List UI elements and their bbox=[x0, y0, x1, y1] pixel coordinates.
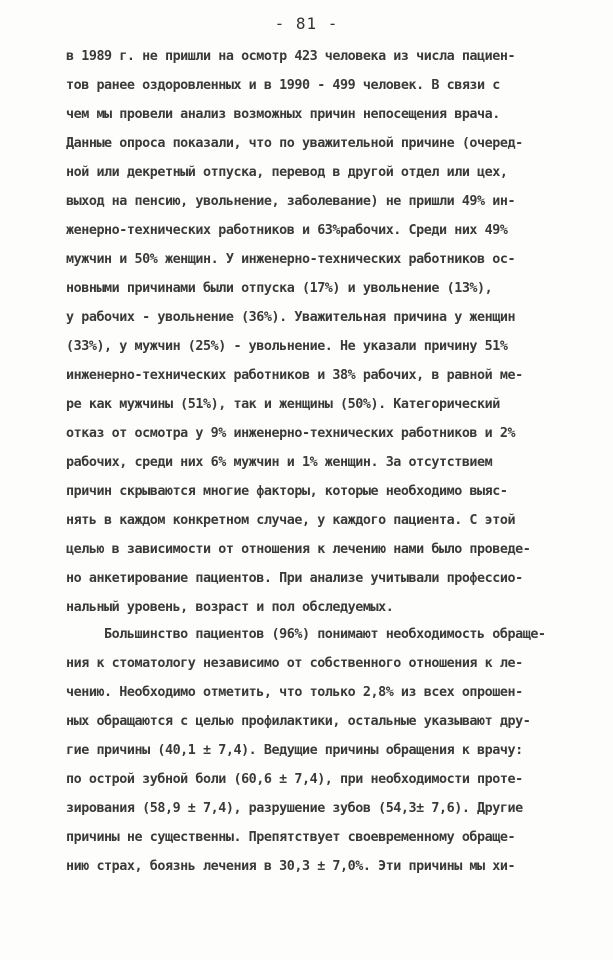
page-number: - 81 - bbox=[274, 14, 339, 33]
text-line: гие причины (40,1 ± 7,4). Ведущие причины обращения к врачу: bbox=[66, 743, 523, 758]
text-line: Данные опроса показали, что по уважительной причине (очеред- bbox=[66, 136, 523, 151]
text-line: новными причинами были отпуска (17%) и увольнение (13%), bbox=[66, 281, 493, 296]
text-line: женерно-технических работников и 63%рабочих. Среди них 49% bbox=[66, 223, 508, 238]
text-line: но анкетирование пациентов. При анализе учитывали профессио- bbox=[66, 571, 523, 586]
text-line: целью в зависимости от отношения к лечению нами было проведе- bbox=[66, 542, 531, 557]
text-line: ной или декретный отпуска, перевод в другой отдел или цех, bbox=[66, 165, 508, 180]
text-line: Большинство пациентов (96%) понимают необходимость обраще- bbox=[66, 627, 546, 642]
text-line: ных обращаются с целью профилактики, остальные указывают дру- bbox=[66, 714, 531, 729]
paragraph-2 bbox=[66, 620, 546, 881]
text-line: причин скрываются многие факторы, которые необходимо выяс- bbox=[66, 484, 508, 499]
text-line: чем мы провели анализ возможных причин непосещения врача. bbox=[66, 107, 500, 122]
text-line: ре как мужчины (51%), так и женщины (50%). Категорический bbox=[66, 397, 500, 412]
text-line: тов ранее оздоровленных и в 1990 - 499 человек. В связи с bbox=[66, 78, 500, 93]
text-line: (33%), у мужчин (25%) - увольнение. Не указали причину 51% bbox=[66, 339, 508, 354]
paragraph-1 bbox=[66, 42, 546, 622]
text-line: рабочих, среди них 6% мужчин и 1% женщин. За отсутствием bbox=[66, 455, 493, 470]
text-line: в 1989 г. не пришли на осмотр 423 человека из числа пациен- bbox=[66, 49, 516, 64]
text-line: причины не существенны. Препятствует своевременному обраще- bbox=[66, 830, 516, 845]
text-line: ния к стоматологу независимо от собственного отношения к ле- bbox=[66, 656, 523, 671]
text-line: нальный уровень, возраст и пол обследуемых. bbox=[66, 600, 394, 615]
text-line: нию страх, боязнь лечения в 30,3 ± 7,0%. Эти причины мы хи- bbox=[66, 859, 516, 874]
text-line: по острой зубной боли (60,6 ± 7,4), при необходимости проте- bbox=[66, 772, 523, 787]
text-line: выход на пенсию, увольнение, заболевание) не пришли 49% ин- bbox=[66, 194, 516, 209]
text-line: отказ от осмотра у 9% инженерно-технических работников и 2% bbox=[66, 426, 516, 441]
text-line: инженерно-технических работников и 38% рабочих, в равной ме- bbox=[66, 368, 523, 383]
text-line: мужчин и 50% женщин. У инженерно-технических работников ос- bbox=[66, 252, 516, 267]
text-line: чению. Необходимо отметить, что только 2,8% из всех опрошен- bbox=[66, 685, 523, 700]
text-line: нять в каждом конкретном случае, у каждого пациента. С этой bbox=[66, 513, 516, 528]
text-line: зирования (58,9 ± 7,4), разрушение зубов (54,3± 7,6). Другие bbox=[66, 801, 523, 816]
text-line: у рабочих - увольнение (36%). Уважительная причина у женщин bbox=[66, 310, 516, 325]
